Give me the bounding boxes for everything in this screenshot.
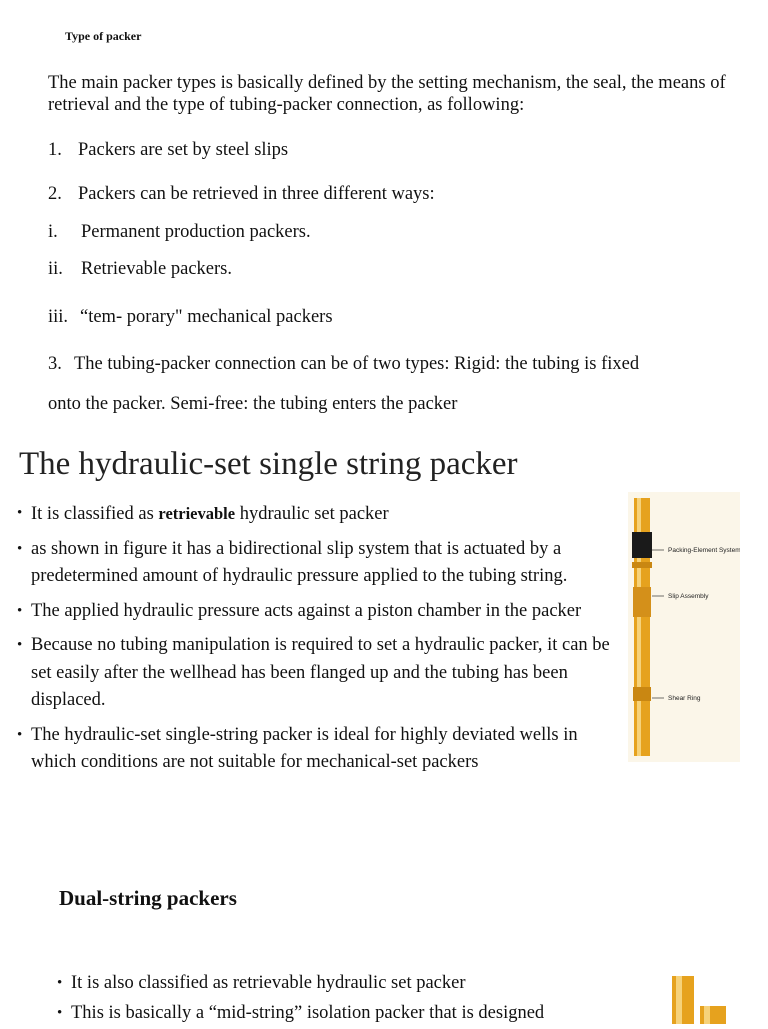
packer-illustration [628, 492, 740, 762]
intro-paragraph: The main packer types is basically defined by the setting mechanism, the seal, the means of retrieval and the type of tubing-packer connection, as following: [48, 73, 726, 115]
bullet-item: • The applied hydraulic pressure acts against a piston chamber in the packer [17, 598, 617, 626]
packer-figure [628, 492, 740, 762]
dual-packer-illustration [668, 970, 738, 1024]
section-bullets [17, 500, 617, 784]
bullet-item: • It is also classified as retrievable hydraulic set packer [57, 968, 677, 998]
list-item-continuation: onto the packer. Semi-free: the tubing enters the packer [48, 394, 458, 414]
dual-bullets [57, 968, 677, 1028]
dual-section-title: Dual-string packers [59, 886, 237, 910]
doc-title: Type of packer [65, 29, 142, 43]
bullet-item: • The hydraulic-set single-string packer is ideal for highly deviated wells in which conditions are not suitable for mechanical-set packers [17, 722, 617, 777]
list-item: iii. “tem- porary" mechanical packers [48, 307, 333, 327]
figure-label: Slip Assembly [668, 593, 709, 600]
bullet-item: • Because no tubing manipulation is required to set a hydraulic packer, it can be set easily after the wellhead has been flanged up and the tubing has been displaced. [17, 632, 617, 715]
figure-label: Packing-Element System [668, 547, 740, 554]
list-item: 2. Packers can be retrieved in three different ways: [48, 184, 435, 204]
list-item: 3. The tubing-packer connection can be of two types: Rigid: the tubing is fixed [48, 354, 640, 374]
section-title: The hydraulic-set single string packer [19, 446, 518, 482]
figure-label: Shear Ring [668, 695, 701, 702]
bullet-item: • as shown in figure it has a bidirectional slip system that is actuated by a predetermined amount of hydraulic pressure applied to the tubing string. [17, 536, 617, 591]
list-item: 1. Packers are set by steel slips [48, 140, 289, 160]
dual-packer-figure [668, 970, 738, 1024]
list-item: ii. Retrievable packers. [48, 259, 233, 279]
bullet-item: • It is classified as retrievable hydraulic set packer [17, 500, 617, 529]
bullet-item: • This is basically a “mid-string” isolation packer that is designed [57, 998, 677, 1028]
list-item: i. Permanent production packers. [48, 222, 311, 242]
